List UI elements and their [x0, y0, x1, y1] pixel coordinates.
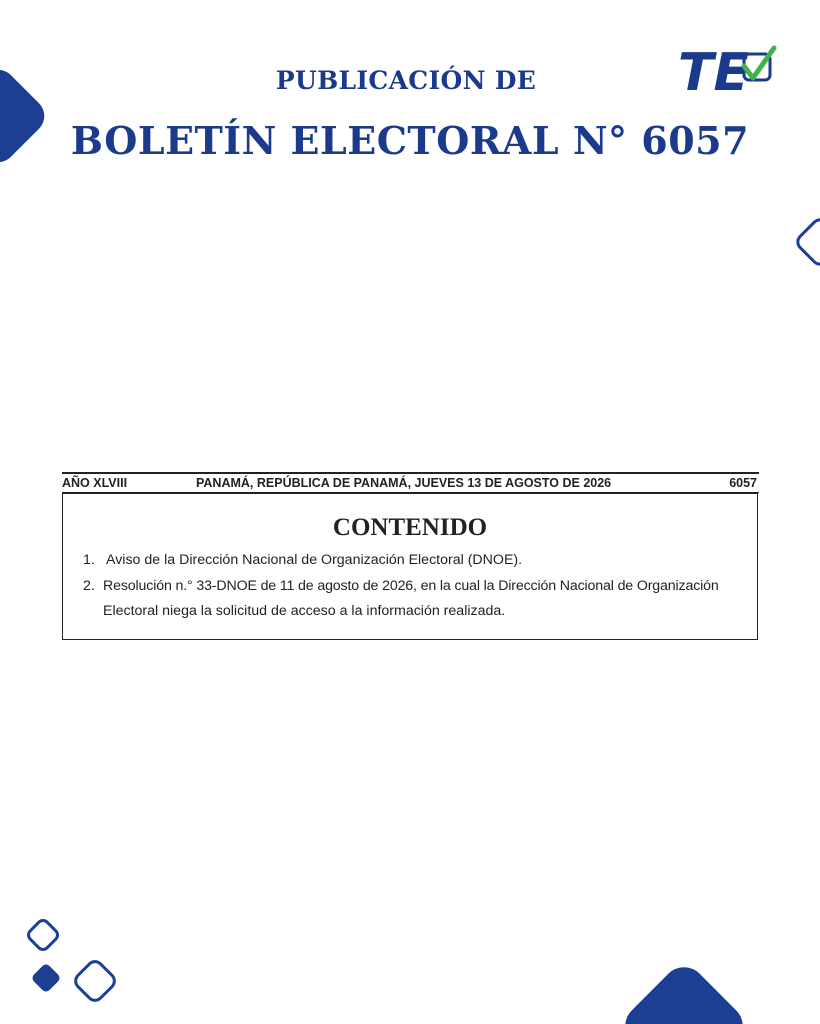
- publication-kicker: PUBLICACIÓN DE: [275, 66, 537, 95]
- item-number: 1.: [83, 552, 95, 568]
- outline-square-decoration-bottom-left-1: [22, 914, 64, 956]
- contents-title: CONTENIDO: [332, 514, 488, 541]
- item-text-line-1: Resolución n.° 33-DNOE de 11 de agosto de 2026, en la cual la Dirección Nacional de Organización: [103, 578, 719, 594]
- contents-item-1: [83, 552, 743, 572]
- contents-item-2: [83, 578, 751, 622]
- bulletin-title: BOLETÍN ELECTORAL N° 6057: [70, 118, 750, 163]
- logo-text: TE: [678, 43, 749, 100]
- place-date-label: PANAMÁ, REPÚBLICA DE PANAMÁ, JUEVES 13 DE AGOSTO DE 2026: [196, 476, 612, 490]
- rounded-square-decoration-bottom: [610, 960, 760, 1024]
- item-text-line-2: Electoral niega la solicitud de acceso a la información realizada.: [103, 603, 506, 619]
- outline-square-decoration-right: [790, 210, 820, 280]
- item-text: Aviso de la Dirección Nacional de Organización Electoral (DNOE).: [106, 552, 523, 568]
- filled-square-decoration-bottom-left: [26, 958, 66, 998]
- masthead-info-bar: [62, 472, 759, 493]
- year-label: AÑO XLVIII: [62, 476, 128, 490]
- item-number: 2.: [83, 578, 95, 594]
- outline-square-decoration-bottom-left-2: [68, 954, 122, 1008]
- issue-number: 6057: [729, 476, 757, 490]
- contents-box: [62, 493, 758, 640]
